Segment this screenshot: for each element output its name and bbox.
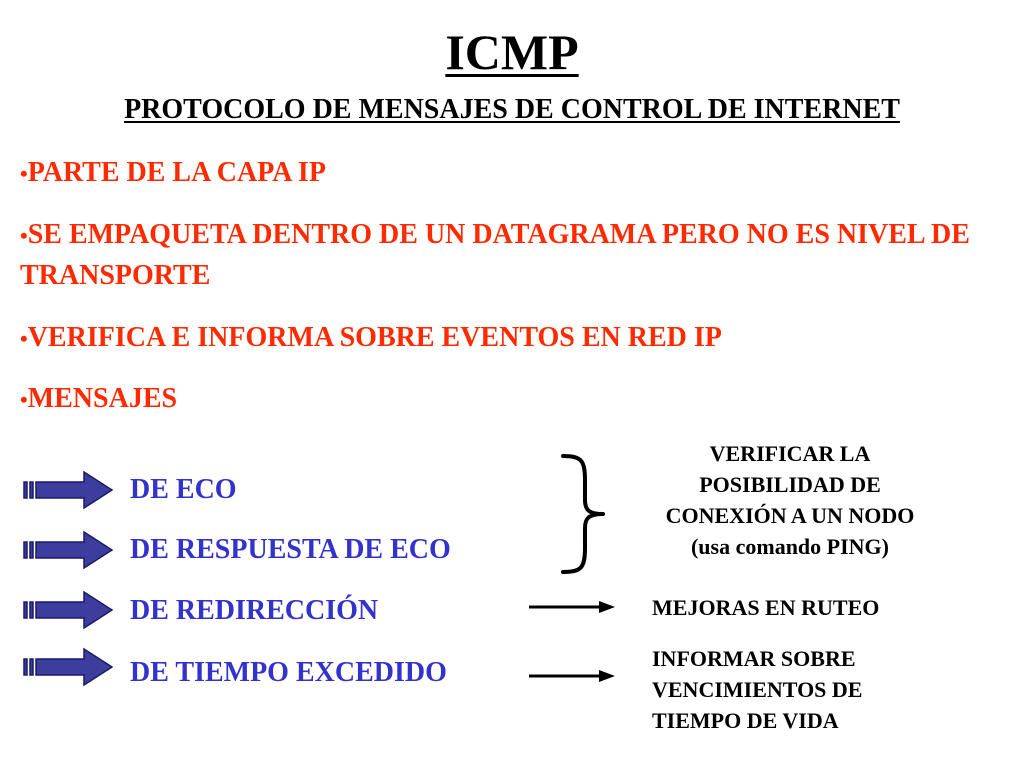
bullet-marker: • xyxy=(20,161,28,186)
bullet-item xyxy=(20,318,980,359)
right-brace-icon xyxy=(555,448,615,578)
note-line: VERIFICAR LA xyxy=(709,441,871,466)
message-type-redirect: DE REDIRECCIÓN xyxy=(130,595,379,626)
block-arrow-icon xyxy=(22,647,114,687)
message-type-time-exceeded: DE TIEMPO EXCEDIDO xyxy=(130,657,447,688)
bullet-text: MENSAJES xyxy=(27,383,178,414)
slide-title: ICMP xyxy=(445,24,579,80)
note-line: CONEXIÓN A UN NODO xyxy=(665,503,915,528)
bullet-item xyxy=(20,215,980,296)
note-line: TIEMPO DE VIDA xyxy=(652,708,839,733)
bullet-item xyxy=(20,153,980,194)
right-arrow-icon xyxy=(527,595,617,619)
bullet-marker: • xyxy=(20,223,28,248)
note-echo-purpose xyxy=(620,438,960,562)
bullet-text: PARTE DE LA CAPA IP xyxy=(27,157,326,188)
bullet-text: VERIFICA E INFORMA SOBRE EVENTOS EN RED IP xyxy=(27,322,722,353)
note-line: (usa comando PING) xyxy=(690,534,889,559)
block-arrow-icon xyxy=(22,470,114,510)
note-time-exceeded-purpose xyxy=(652,643,862,736)
note-line: VENCIMIENTOS DE xyxy=(652,677,863,702)
slide-subtitle: PROTOCOLO DE MENSAJES DE CONTROL DE INTERNET xyxy=(124,94,900,125)
note-redirect-purpose: MEJORAS EN RUTEO xyxy=(652,595,880,620)
message-type-echo-reply: DE RESPUESTA DE ECO xyxy=(130,534,451,565)
bullet-text: SE EMPAQUETA DENTRO DE UN DATAGRAMA PERO NO ES NIVEL DE TRANSPORTE xyxy=(20,219,970,291)
message-type-echo: DE ECO xyxy=(130,474,237,505)
block-arrow-icon xyxy=(22,590,114,630)
bullet-item xyxy=(20,379,980,420)
bullet-marker: • xyxy=(20,326,28,351)
bullet-marker: • xyxy=(20,387,28,412)
right-arrow-icon xyxy=(527,664,617,688)
note-line: INFORMAR SOBRE xyxy=(652,646,856,671)
note-line: POSIBILIDAD DE xyxy=(699,472,881,497)
block-arrow-icon xyxy=(22,530,114,570)
